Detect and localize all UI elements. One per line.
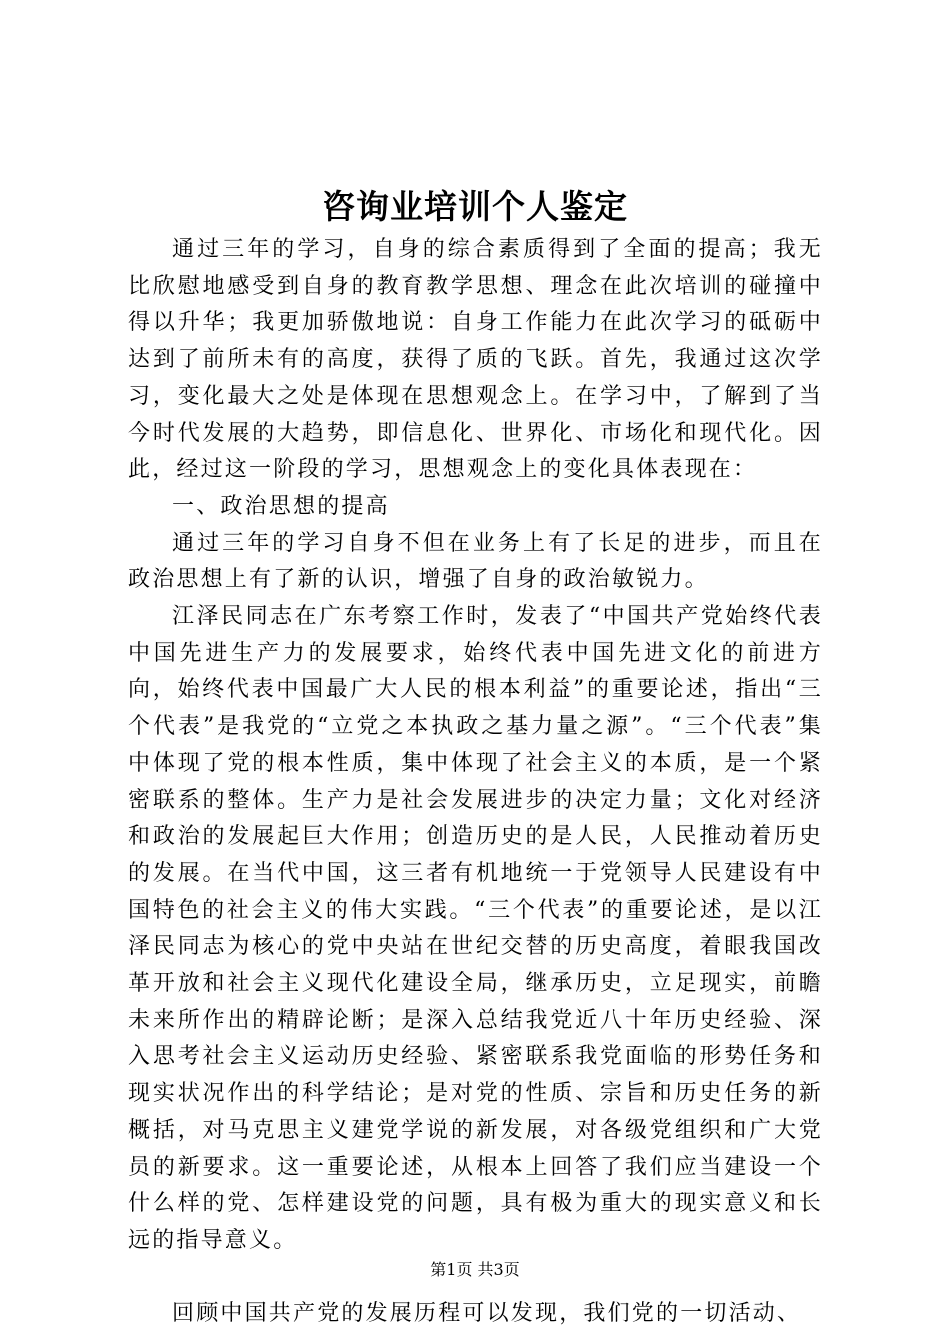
paragraph-political: 通过三年的学习自身不但在业务上有了长足的进步，而且在政治思想上有了新的认识，增强了自身的政治敏锐力。: [128, 530, 823, 593]
document-body: [128, 232, 823, 1332]
paragraph-review: 回顾中国共产党的发展历程可以发现，我们党的一切活动、: [172, 1300, 802, 1326]
document-title: 咨询业培训个人鉴定: [322, 187, 628, 226]
paragraph-three-represents: 江泽民同志在广东考察工作时，发表了“中国共产党始终代表中国先进生产力的发展要求，始终代表中国先进文化的前进方向，始终代表中国最广大人民的根本利益”的重要论述，指出“三个代表”是我党的“立党之本执政之基力量之源”。“三个代表”集中体现了党的根本性质，集中体现了社会主义的本质，是一个紧密联系的整体。生产力是社会发展进步的决定力量；文化对经济和政治的发展起巨大作用；创造历史的是人民，人民推动着历史的发展。在当代中国，这三者有机地统一于党领导人民建设有中国特色的社会主义的伟大实践。“三个代表”的重要论述，是以江泽民同志为核心的党中央站在世纪交替的历史高度，着眼我国改革开放和社会主义现代化建设全局，继承历史，立足现实，前瞻未来所作出的精辟论断；是深入总结我党近八十年历史经验、深入思考社会主义运动历史经验、紧密联系我党面临的形势任务和现实状况作出的科学结论；是对党的性质、宗旨和历史任务的新概括，对马克思主义建党学说的新发展，对各级党组织和广大党员的新要求。这一重要论述，从根本上回答了我们应当建设一个什么样的党、怎样建设党的问题，具有极为重大的现实意义和长远的指导意义。: [128, 604, 823, 1253]
paragraph-intro: 通过三年的学习，自身的综合素质得到了全面的提高；我无比欣慰地感受到自身的教育教学思想、理念在此次培训的碰撞中得以升华；我更加骄傲地说：自身工作能力在此次学习的砥砺中达到了前所未有的高度，获得了质的飞跃。首先，我通过这次学习，变化最大之处是体现在思想观念上。在学习中，了解到了当今时代发展的大趋势，即信息化、世界化、市场化和现代化。因此，经过这一阶段的学习，思想观念上的变化具体表现在：: [128, 237, 823, 483]
page-footer: 第1页 共3页: [430, 1260, 520, 1279]
section-heading: 一、政治思想的提高: [172, 493, 390, 519]
